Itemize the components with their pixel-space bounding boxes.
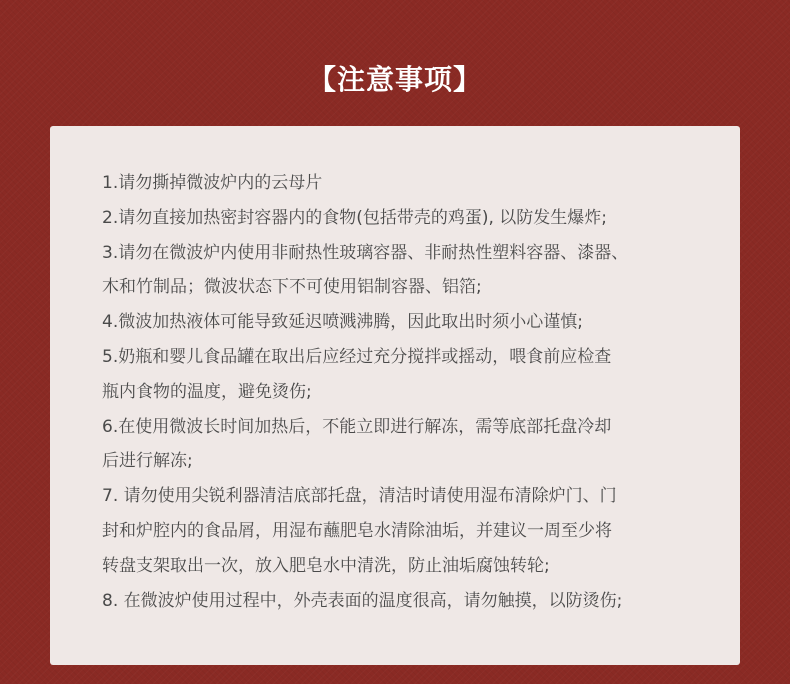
note-item-6 [102, 410, 712, 480]
note-line: 后进行解冻; [102, 451, 193, 472]
note-item-3 [102, 236, 712, 306]
note-line: 转盘支架取出一次，放入肥皂水中清洗，防止油垢腐蚀转轮; [102, 555, 550, 576]
note-line: 封和炉腔内的食品屑，用湿布蘸肥皂水清除油垢，并建议一周至少将 [102, 520, 612, 541]
page-title: 【注意事项】 [307, 63, 482, 96]
note-item-7 [102, 479, 712, 583]
notes-list [102, 166, 712, 618]
note-item-8 [102, 584, 712, 619]
note-line: 3.请勿在微波炉内使用非耐热性玻璃容器、非耐热性塑料容器、漆器、 [102, 242, 629, 263]
note-line: 瓶内食物的温度，避免烫伤; [102, 381, 312, 402]
note-item-5 [102, 340, 712, 410]
note-item-2 [102, 201, 712, 236]
note-item-4 [102, 305, 712, 340]
note-line: 7. 请勿使用尖锐利器清洁底部托盘，清洁时请使用湿布清除炉门、门 [102, 486, 617, 507]
note-line: 5.奶瓶和婴儿食品罐在取出后应经过充分搅拌或摇动，喂食前应检查 [102, 346, 612, 367]
note-item-1 [102, 166, 712, 201]
note-line: 8. 在微波炉使用过程中，外壳表面的温度很高，请勿触摸，以防烫伤; [102, 590, 623, 611]
note-line: 1.请勿撕掉微波炉内的云母片 [102, 173, 323, 193]
notes-card [50, 126, 740, 665]
note-line: 2.请勿直接加热密封容器内的食物(包括带壳的鸡蛋), 以防发生爆炸; [102, 207, 608, 228]
note-line: 4.微波加热液体可能导致延迟喷溅沸腾，因此取出时须小心谨慎; [102, 312, 583, 333]
note-line: 木和竹制品；微波状态下不可使用铝制容器、铝箔; [102, 277, 482, 298]
note-line: 6.在使用微波长时间加热后，不能立即进行解冻，需等底部托盘冷却 [102, 416, 612, 437]
